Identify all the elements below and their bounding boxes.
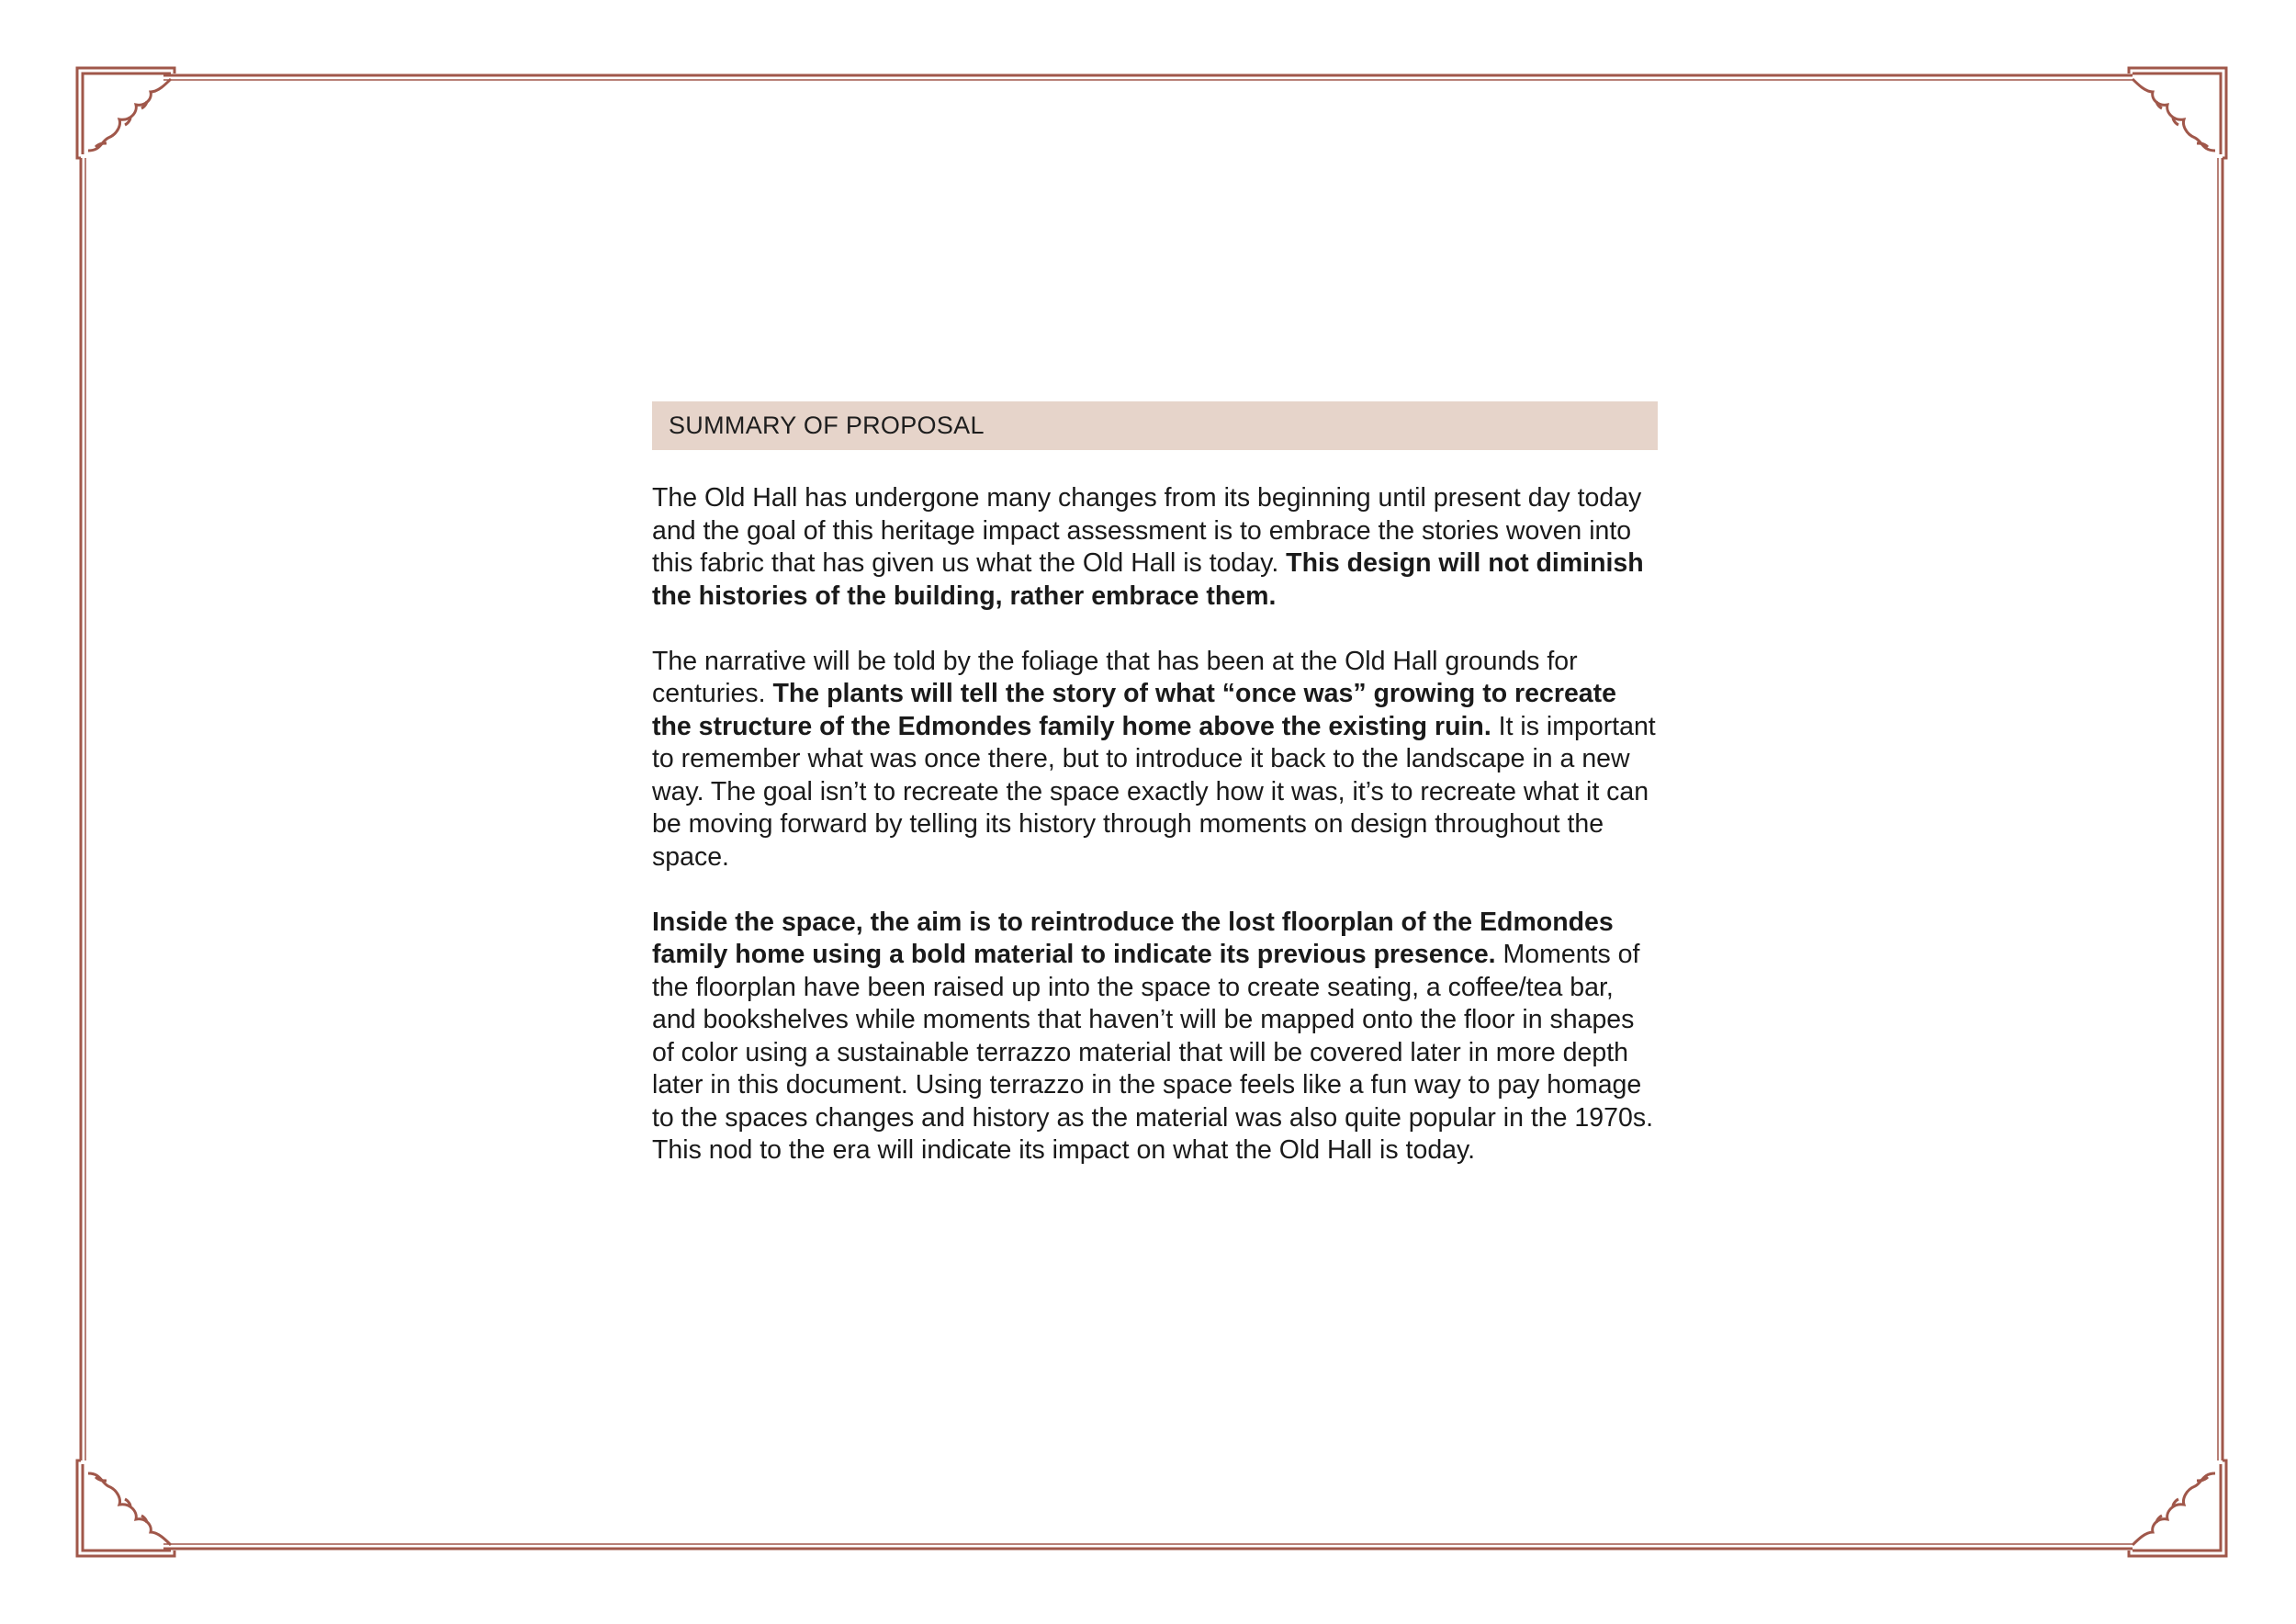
corner-ornament-top-right bbox=[2129, 68, 2226, 158]
paragraph-text: It is important to remember what was once there, but to introduce it back to the landscape in a new way. The goal isn’t to recreate the space exactly how it was, it’s to recreate what it can be moving forward by telling its history through moments on design throughout the space. bbox=[652, 711, 1656, 872]
corner-ornament-bottom-left bbox=[77, 1460, 174, 1556]
paragraph-text: The Old Hall has undergone many changes from its beginning until present day today and the goal of this heritage impact assessment is to embrace the stories woven into this fabric that has given us what the Old Hall is today. bbox=[652, 483, 1642, 578]
summary-section bbox=[652, 401, 1658, 1200]
paragraph-text: Moments of the floorplan have been raised up into the space to create seating, a coffee/tea bar, and bookshelves while moments that haven’t will be mapped onto the floor in shapes of color using a sustainable terrazzo material that will be covered later in more depth later in this document. Using terrazzo in the space feels like a fun way to pay homage to the spaces changes and history as the material was also quite popular in the 1970s. This nod to the era will indicate its impact on what the Old Hall is today. bbox=[652, 940, 1653, 1165]
paragraph-bold-text: This design will not diminish the histories of the building, rather embrace them. bbox=[652, 548, 1644, 611]
paragraph-intro bbox=[652, 482, 1658, 613]
paragraph-bold-text: The plants will tell the story of what “once was” growing to recreate the structure of the Edmondes family home above the existing ruin. bbox=[652, 679, 1616, 741]
paragraph-bold-text: Inside the space, the aim is to reintroduce the lost floorplan of the Edmondes family home using a bold material to indicate its previous presence. bbox=[652, 907, 1614, 969]
paragraph-text: The narrative will be told by the foliage that has been at the Old Hall grounds for centuries. bbox=[652, 646, 1578, 708]
section-heading bbox=[652, 401, 1658, 450]
section-heading-text: SUMMARY OF PROPOSAL bbox=[669, 412, 985, 439]
paragraph-narrative bbox=[652, 646, 1658, 874]
paragraph-interior bbox=[652, 907, 1658, 1167]
corner-ornament-top-left bbox=[77, 68, 174, 158]
corner-ornament-bottom-right bbox=[2129, 1460, 2226, 1556]
